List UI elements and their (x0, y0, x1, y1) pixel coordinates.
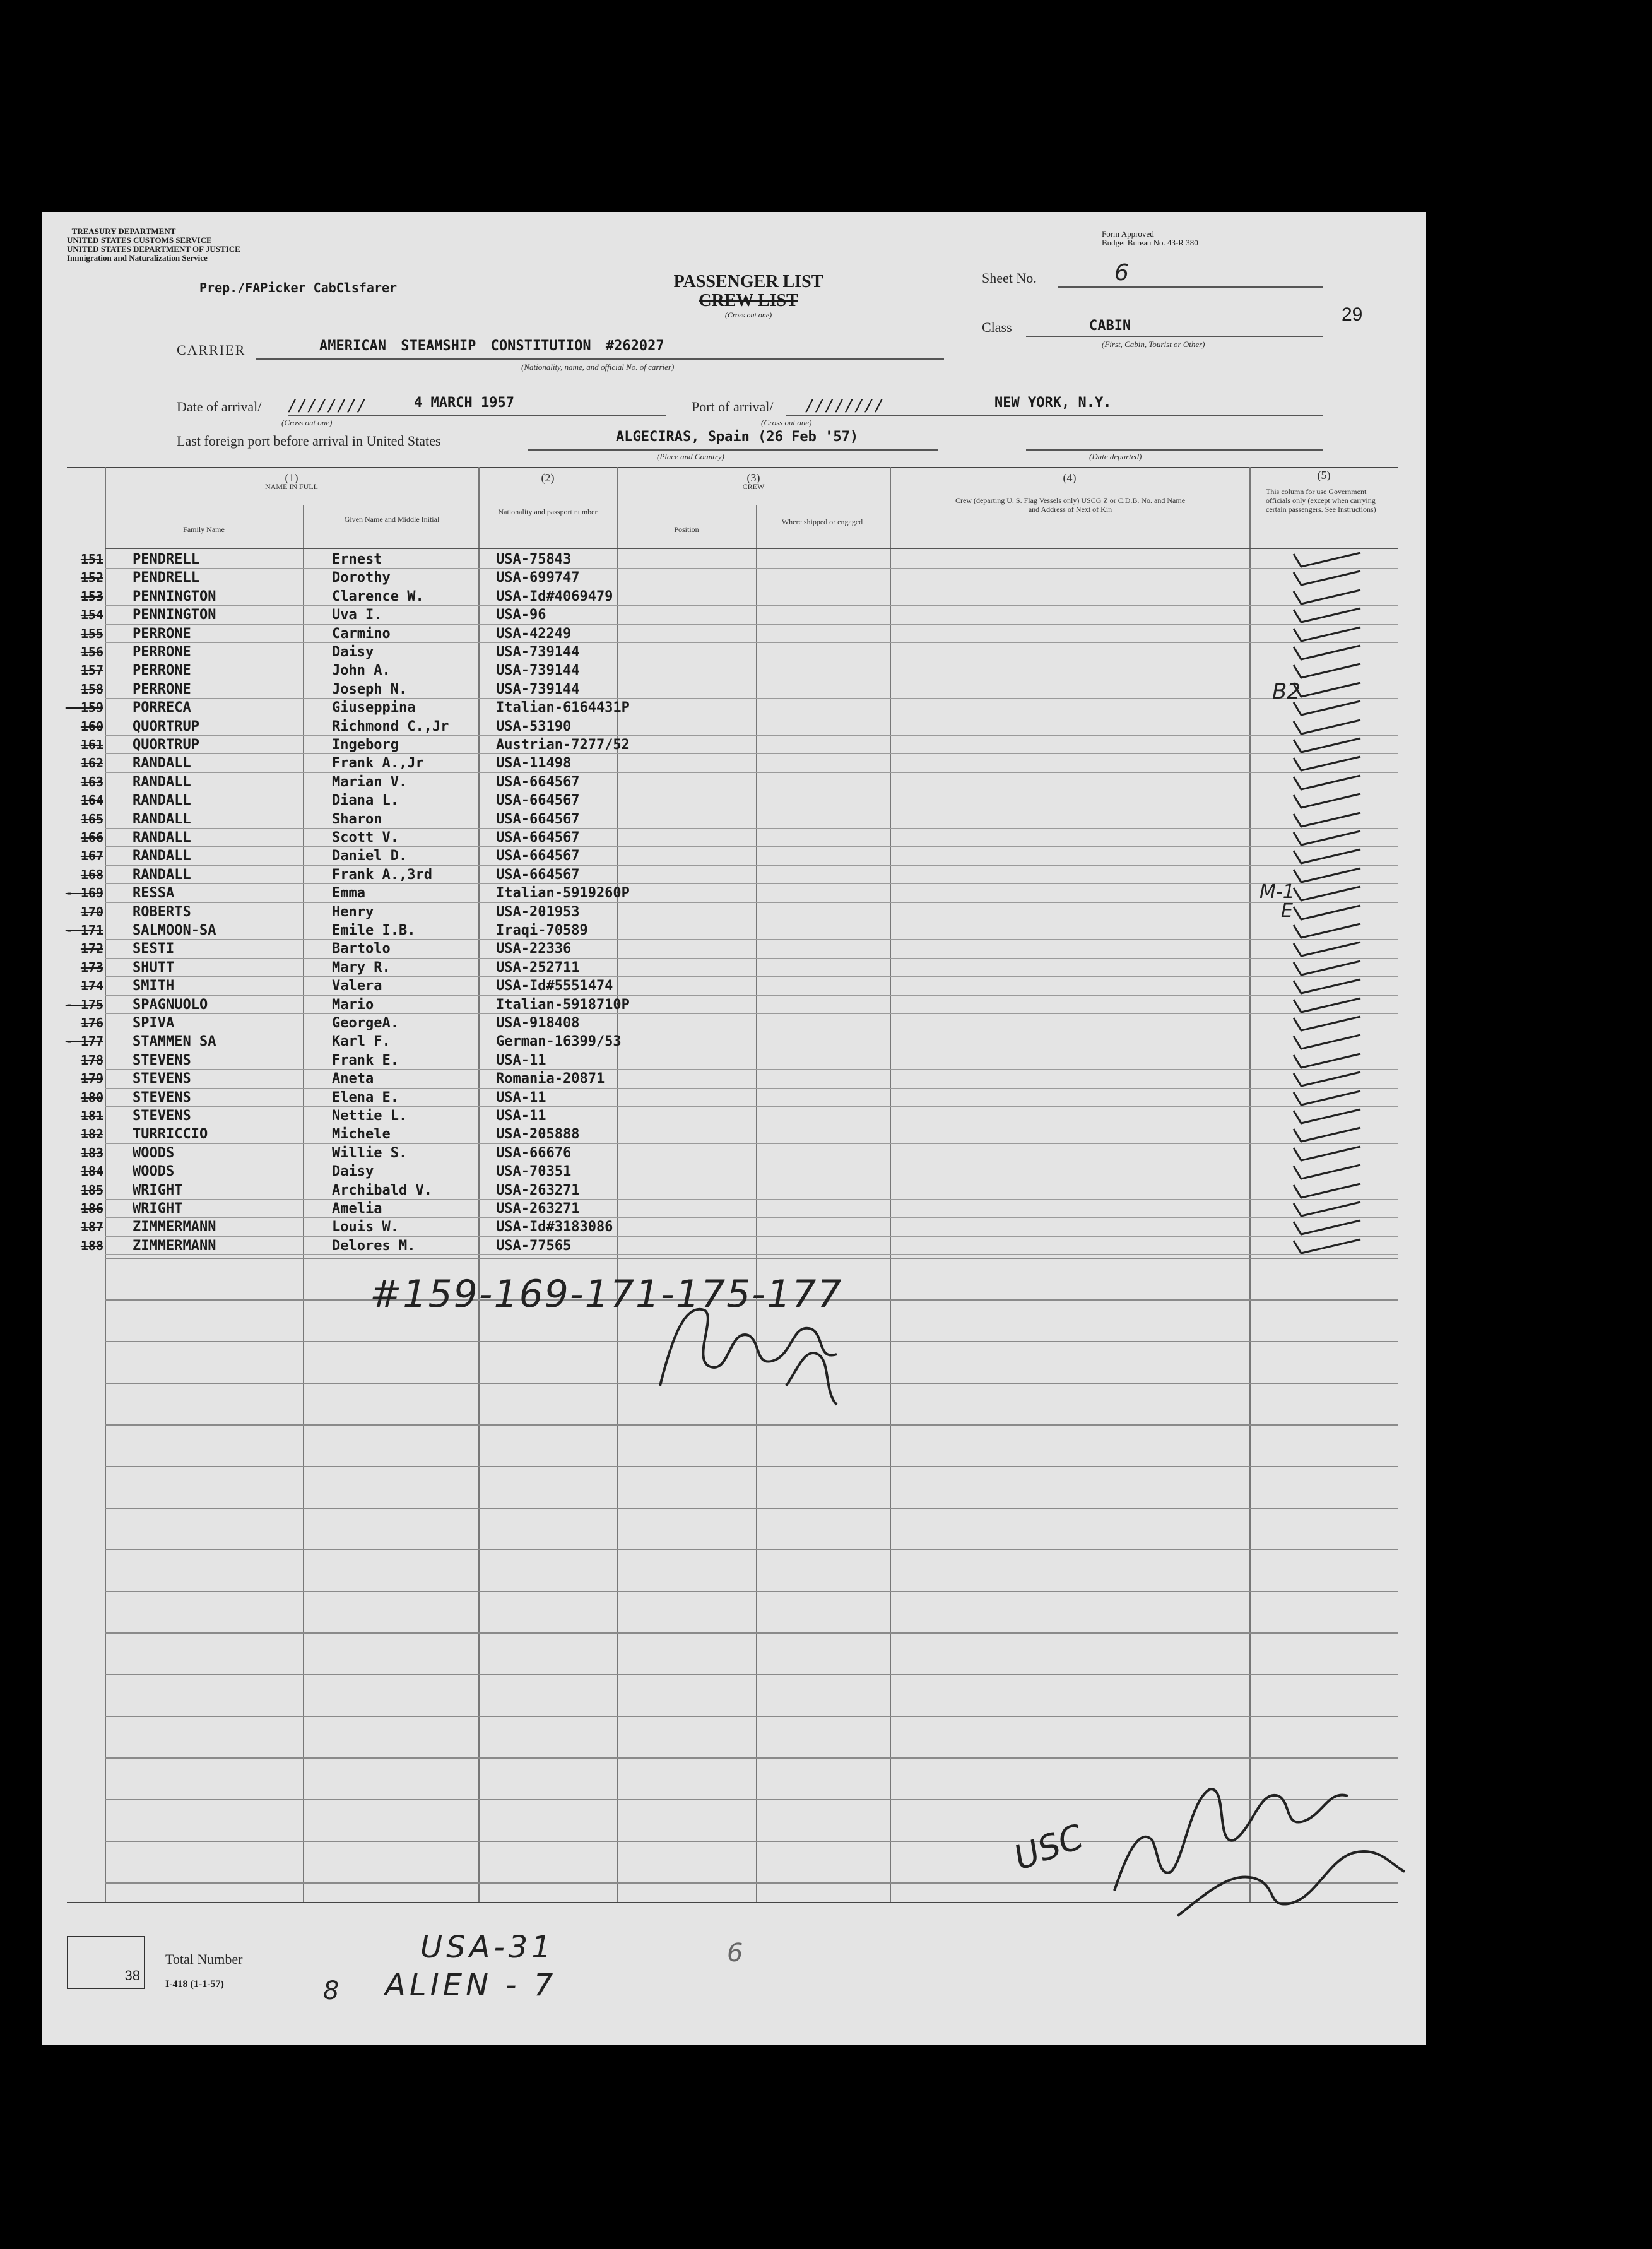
check-mark-icon (1291, 773, 1367, 792)
nationality-passport: USA-42249 (496, 625, 572, 642)
check-mark-icon (1291, 847, 1367, 866)
row-number: 178 (80, 1052, 103, 1068)
row-number: 184 (80, 1164, 103, 1179)
nationality-passport: USA-664567 (496, 774, 580, 790)
title-crew-list: CREW LIST (699, 291, 798, 310)
col3-number: (3) (746, 471, 760, 484)
nationality-header: Nationality and passport number (498, 507, 598, 516)
port-crossout-marks: //////// (805, 396, 885, 415)
given-name: Frank A.,Jr (332, 755, 424, 772)
title-cross-out-note: (Cross out one) (724, 310, 772, 319)
table-row (67, 1070, 1398, 1088)
nationality-passport: USA-664567 (496, 830, 580, 846)
given-name: Archibald V. (332, 1182, 432, 1198)
row-number: - 159 (65, 700, 103, 716)
nationality-passport: USA-918408 (496, 1015, 580, 1031)
check-mark-icon (1291, 1089, 1367, 1107)
given-name: Daniel D. (332, 848, 408, 865)
given-name: Bartolo (332, 941, 391, 957)
nationality-passport: USA-664567 (496, 866, 580, 883)
nationality-passport: USA-96 (496, 607, 546, 623)
given-name: Carmino (332, 625, 391, 642)
handwritten-alien-count: ALIEN - 7 (385, 1968, 557, 2003)
form-number: I-418 (1-1-57) (165, 1979, 224, 1990)
nationality-passport: USA-11 (496, 1108, 546, 1124)
check-mark-icon (1291, 921, 1367, 940)
nationality-passport: USA-22336 (496, 941, 572, 957)
table-row (67, 977, 1398, 995)
row-number: 161 (80, 737, 103, 752)
check-mark-icon (1291, 903, 1367, 922)
table-row (67, 1200, 1398, 1218)
nationality-passport: USA-739144 (496, 663, 580, 679)
check-mark-icon (1291, 959, 1367, 977)
nationality-passport: USA-11 (496, 1089, 546, 1106)
nationality-passport: USA-75843 (496, 552, 572, 567)
port-of-arrival-value: NEW YORK, N.Y. (994, 395, 1112, 411)
family-name: WOODS (133, 1145, 175, 1161)
nationality-passport: USA-Id#4069479 (496, 588, 613, 605)
row-number: 183 (80, 1145, 103, 1160)
check-mark-icon (1291, 940, 1367, 959)
col5-header (1249, 471, 1398, 480)
col3-header (617, 473, 890, 491)
family-name: RANDALL (133, 793, 191, 809)
table-row (67, 606, 1398, 624)
row-number: 155 (80, 625, 103, 641)
given-name: Ernest (332, 552, 382, 567)
table-row (67, 587, 1398, 606)
family-name: ROBERTS (133, 904, 191, 920)
crew-header: CREW (742, 482, 765, 491)
row-number: 176 (80, 1015, 103, 1030)
row-number: 185 (80, 1182, 103, 1198)
family-name: WOODS (133, 1164, 175, 1180)
table-row (67, 959, 1398, 977)
table-row (67, 829, 1398, 847)
handwritten-usa-count: USA-31 (420, 1930, 555, 1965)
nationality-passport: USA-Id#5551474 (496, 978, 613, 995)
family-name: RESSA (133, 885, 175, 902)
check-mark-icon (1291, 1032, 1367, 1051)
check-mark-icon (1291, 606, 1367, 625)
row-number: 163 (80, 774, 103, 789)
agency-line-4: Immigration and Naturalization Service (67, 253, 208, 263)
port-hint: (Cross out one) (761, 418, 812, 427)
given-name: Marian V. (332, 774, 408, 790)
given-name: Frank E. (332, 1052, 399, 1068)
col2-number: (2) (541, 471, 555, 484)
check-mark-icon (1291, 625, 1367, 644)
given-name: Mario (332, 996, 374, 1013)
table-row (67, 643, 1398, 661)
table-row (67, 810, 1398, 829)
family-name: WRIGHT (133, 1182, 183, 1198)
nationality-passport: Romania-20871 (496, 1071, 605, 1087)
row-number: 173 (80, 959, 103, 975)
check-mark-icon (1291, 661, 1367, 680)
nationality-passport: USA-739144 (496, 681, 580, 697)
family-name: RANDALL (133, 774, 191, 790)
table-row (67, 754, 1398, 772)
check-mark-icon (1291, 1014, 1367, 1033)
given-name: Karl F. (332, 1034, 391, 1050)
given-name: Daisy (332, 1164, 374, 1180)
sheet-label: Sheet No. (982, 270, 1037, 286)
family-name-header: Family Name (183, 525, 225, 534)
row-number: - 169 (65, 885, 103, 901)
table-row (67, 1144, 1398, 1162)
given-name: Giuseppina (332, 700, 416, 716)
table-row (67, 1051, 1398, 1070)
row-number: - 171 (65, 923, 103, 938)
check-mark-icon (1291, 1181, 1367, 1200)
where-shipped-header: Where shipped or engaged (781, 517, 863, 526)
given-name: Elena E. (332, 1089, 399, 1106)
given-name: Michele (332, 1126, 391, 1143)
family-name: ZIMMERMANN (133, 1237, 216, 1254)
check-mark-icon (1291, 977, 1367, 996)
family-name: SESTI (133, 941, 175, 957)
family-name: PERRONE (133, 663, 191, 679)
table-row (67, 661, 1398, 680)
carrier-label: CARRIER (177, 342, 246, 358)
check-mark-icon (1291, 996, 1367, 1015)
family-name: RANDALL (133, 755, 191, 772)
check-mark-icon (1291, 866, 1367, 885)
family-name: SHUTT (133, 959, 175, 976)
stamp-code: USC (1008, 1816, 1089, 1879)
row-number: 167 (80, 848, 103, 864)
carrier-hint: (Nationality, name, and official No. of carrier) (521, 362, 675, 372)
family-name: SALMOON-SA (133, 923, 216, 938)
check-mark-icon (1291, 1125, 1367, 1144)
table-row (67, 791, 1398, 810)
nationality-passport: USA-699747 (496, 570, 580, 586)
family-name: PERRONE (133, 625, 191, 642)
nationality-passport: Italian-5919260P (496, 885, 630, 902)
family-name: QUORTRUP (133, 718, 199, 735)
table-row (67, 921, 1398, 940)
nationality-passport: USA-11498 (496, 755, 572, 772)
row-number: 170 (80, 904, 103, 919)
handwritten-8: 8 (323, 1976, 339, 2005)
row-number: 179 (80, 1071, 103, 1087)
nationality-passport: USA-66676 (496, 1145, 572, 1161)
check-mark-icon (1291, 587, 1367, 606)
table-row (67, 569, 1398, 587)
family-name: RANDALL (133, 811, 191, 827)
col5-e-note: E (1281, 900, 1293, 922)
nationality-passport: Iraqi-70589 (496, 923, 588, 938)
family-name: PENNINGTON (133, 607, 216, 623)
table-row (67, 550, 1398, 569)
table-row (67, 1162, 1398, 1181)
given-name: Nettie L. (332, 1108, 408, 1124)
row-number: 174 (80, 978, 103, 994)
family-name: PENDRELL (133, 570, 199, 586)
agency-header (67, 227, 240, 263)
given-name: Henry (332, 904, 374, 920)
given-name: Willie S. (332, 1145, 408, 1161)
row-number: 151 (80, 552, 103, 567)
table-row (67, 940, 1398, 958)
row-number: 160 (80, 718, 103, 734)
nationality-passport: USA-664567 (496, 793, 580, 809)
check-mark-icon (1291, 1051, 1367, 1070)
row-number: 166 (80, 830, 103, 845)
table-row (67, 699, 1398, 717)
table-row (67, 1218, 1398, 1236)
col2-header (478, 473, 617, 482)
col1-number: (1) (285, 471, 298, 484)
col1-header (105, 473, 478, 491)
given-name: Frank A.,3rd (332, 866, 432, 883)
date-crossout-marks: //////// (288, 396, 367, 415)
check-mark-icon (1291, 1162, 1367, 1181)
row-number: 164 (80, 793, 103, 808)
family-name: WRIGHT (133, 1201, 183, 1217)
nationality-passport: USA-Id#3183086 (496, 1219, 613, 1236)
nationality-passport: USA-263271 (496, 1201, 580, 1217)
page-title (654, 273, 843, 319)
crew-departing-header: Crew (departing U. S. Flag Vessels only) USCG Z or C.D.B. No. and Name and Address of Next of Kin (955, 496, 1186, 514)
check-mark-icon (1291, 736, 1367, 755)
table-row (67, 1107, 1398, 1125)
handwritten-numbers: #159-169-171-175-177 (370, 1272, 843, 1316)
form-approved (1102, 230, 1198, 247)
row-number: 188 (80, 1237, 103, 1253)
passenger-list-page (42, 212, 1426, 2045)
table-row (67, 1181, 1398, 1200)
signature-inspector (647, 1260, 887, 1411)
nationality-passport: USA-77565 (496, 1237, 572, 1254)
last-port-place-hint: (Place and Country) (657, 452, 724, 461)
page-number-stamp: 29 (1342, 304, 1363, 325)
nationality-passport: German-16399/53 (496, 1034, 622, 1050)
table-row (67, 736, 1398, 754)
family-name: TURRICCIO (133, 1126, 208, 1143)
family-name: RANDALL (133, 830, 191, 846)
date-of-arrival-label: Date of arrival/ (177, 399, 262, 415)
nationality-passport: Italian-5918710P (496, 996, 630, 1013)
row-number: - 177 (65, 1034, 103, 1049)
port-of-arrival-label: Port of arrival/ (692, 399, 774, 415)
row-number: 157 (80, 663, 103, 678)
check-mark-icon (1291, 569, 1367, 587)
row-number: 153 (80, 588, 103, 604)
col5-b2-note: B2 (1272, 679, 1301, 704)
last-port-value: ALGECIRAS, Spain (26 Feb '57) (616, 429, 859, 445)
table-row (67, 884, 1398, 902)
given-name: Valera (332, 978, 382, 995)
check-mark-icon (1291, 643, 1367, 662)
check-mark-icon (1291, 1107, 1367, 1126)
table-row (67, 1237, 1398, 1255)
table-row (67, 680, 1398, 699)
table-row (67, 1032, 1398, 1051)
check-mark-icon (1291, 550, 1367, 569)
nationality-passport: Italian-6164431P (496, 700, 630, 716)
class-label: Class (982, 319, 1012, 335)
signature-officer (1102, 1752, 1430, 1928)
nationality-passport: USA-201953 (496, 904, 580, 920)
given-name: John A. (332, 663, 391, 679)
check-mark-icon (1291, 1144, 1367, 1163)
table-row (67, 1014, 1398, 1032)
nationality-passport: USA-263271 (496, 1182, 580, 1198)
col5-m1-note: M-1 (1260, 881, 1295, 903)
gov-use-header: This column for use Government officials only (except when carrying certain passengers. See Instructions) (1266, 487, 1376, 514)
table-row (67, 903, 1398, 921)
family-name: RANDALL (133, 866, 191, 883)
given-name: Emma (332, 885, 365, 902)
given-name: Emile I.B. (332, 923, 416, 938)
row-number: 187 (80, 1219, 103, 1235)
col4-number: (4) (1063, 471, 1077, 484)
nationality-passport: USA-664567 (496, 811, 580, 827)
table-row (67, 847, 1398, 865)
nationality-passport: USA-53190 (496, 718, 572, 735)
row-number: 168 (80, 866, 103, 882)
nationality-passport: USA-11 (496, 1052, 546, 1068)
last-port-date-hint: (Date departed) (1089, 452, 1142, 461)
nationality-passport: USA-70351 (496, 1164, 572, 1180)
check-mark-icon (1291, 754, 1367, 773)
row-number: 158 (80, 681, 103, 697)
family-name: STEVENS (133, 1071, 191, 1087)
given-name: Louis W. (332, 1219, 399, 1236)
title-passenger-list: PASSENGER LIST (673, 272, 823, 292)
family-name: STEVENS (133, 1089, 191, 1106)
given-name: Diana L. (332, 793, 399, 809)
nationality-passport: USA-252711 (496, 959, 580, 976)
position-header: Position (674, 525, 699, 534)
row-number: 172 (80, 941, 103, 957)
total-number-value: 38 (124, 1968, 140, 1983)
table-row (67, 1125, 1398, 1143)
nationality-passport: USA-664567 (496, 848, 580, 865)
given-name: Clarence W. (332, 588, 424, 605)
col4-header (890, 473, 1249, 482)
family-name: SPIVA (133, 1015, 175, 1031)
given-name: Joseph N. (332, 681, 408, 697)
check-mark-icon (1291, 829, 1367, 847)
class-hint: (First, Cabin, Tourist or Other) (1102, 339, 1205, 349)
given-name: Mary R. (332, 959, 391, 976)
row-number: 162 (80, 755, 103, 771)
family-name: STEVENS (133, 1108, 191, 1124)
agency-line-1: TREASURY DEPARTMENT (71, 227, 176, 236)
table-row (67, 1089, 1398, 1107)
table-row (67, 773, 1398, 791)
agency-line-3: UNITED STATES DEPARTMENT OF JUSTICE (67, 244, 240, 254)
given-name: Delores M. (332, 1237, 416, 1254)
given-name-header: Given Name and Middle Initial (344, 515, 440, 524)
given-name: Uva I. (332, 607, 382, 623)
family-name: PERRONE (133, 681, 191, 697)
family-name: QUORTRUP (133, 737, 199, 753)
row-number: 181 (80, 1108, 103, 1123)
family-name: ZIMMERMANN (133, 1219, 216, 1236)
family-name: PENNINGTON (133, 588, 216, 605)
check-mark-icon (1291, 810, 1367, 829)
col5-number: (5) (1317, 469, 1331, 481)
nationality-passport: Austrian-7277/52 (496, 737, 630, 753)
check-mark-icon (1291, 680, 1367, 699)
family-name: SMITH (133, 978, 175, 995)
check-mark-icon (1291, 791, 1367, 810)
check-mark-icon (1291, 1237, 1367, 1256)
row-number: 156 (80, 644, 103, 659)
nationality-passport: USA-205888 (496, 1126, 580, 1143)
row-number: 180 (80, 1089, 103, 1105)
table-row (67, 625, 1398, 643)
family-name: PORRECA (133, 700, 191, 716)
given-name: Richmond C.,Jr (332, 718, 449, 735)
given-name: GeorgeA. (332, 1015, 399, 1031)
given-name: Ingeborg (332, 737, 399, 753)
given-name: Aneta (332, 1071, 374, 1087)
check-mark-icon (1291, 699, 1367, 717)
check-mark-icon (1291, 1070, 1367, 1089)
prepared-by: Prep./FAPicker CabClsfarer (199, 280, 398, 295)
form-approved-line-1: Form Approved (1102, 229, 1154, 239)
carrier-value: AMERICAN STEAMSHIP CONSTITUTION #262027 (319, 338, 664, 354)
family-name: STEVENS (133, 1052, 191, 1068)
class-value: CABIN (1089, 318, 1131, 334)
given-name: Dorothy (332, 570, 391, 586)
form-approved-line-2: Budget Bureau No. 43-R 380 (1102, 238, 1198, 247)
row-number: 154 (80, 607, 103, 623)
check-mark-icon (1291, 717, 1367, 736)
row-number: 165 (80, 811, 103, 827)
table-row (67, 717, 1398, 736)
row-number: 186 (80, 1201, 103, 1216)
table-row (67, 996, 1398, 1014)
col1-title: NAME IN FULL (265, 482, 318, 491)
given-name: Amelia (332, 1201, 382, 1217)
family-name: RANDALL (133, 848, 191, 865)
row-number: 152 (80, 570, 103, 586)
last-port-label: Last foreign port before arrival in United States (177, 433, 441, 449)
given-name: Daisy (332, 644, 374, 660)
given-name: Sharon (332, 811, 382, 827)
sheet-number: 6 (1114, 260, 1129, 286)
handwritten-6: 6 (727, 1939, 743, 1968)
given-name: Scott V. (332, 830, 399, 846)
nationality-passport: USA-739144 (496, 644, 580, 660)
row-number: - 175 (65, 996, 103, 1012)
family-name: STAMMEN SA (133, 1034, 216, 1050)
table-row (67, 866, 1398, 884)
total-number-label: Total Number (165, 1951, 243, 1967)
family-name: PERRONE (133, 644, 191, 660)
total-number-box (67, 1936, 145, 1989)
family-name: SPAGNUOLO (133, 996, 208, 1013)
check-mark-icon (1291, 1200, 1367, 1219)
agency-line-2: UNITED STATES CUSTOMS SERVICE (67, 235, 212, 245)
check-mark-icon (1291, 884, 1367, 903)
row-number: 182 (80, 1126, 103, 1142)
date-hint: (Cross out one) (281, 418, 333, 427)
family-name: PENDRELL (133, 552, 199, 567)
check-mark-icon (1291, 1218, 1367, 1237)
date-of-arrival-value: 4 MARCH 1957 (414, 395, 514, 411)
